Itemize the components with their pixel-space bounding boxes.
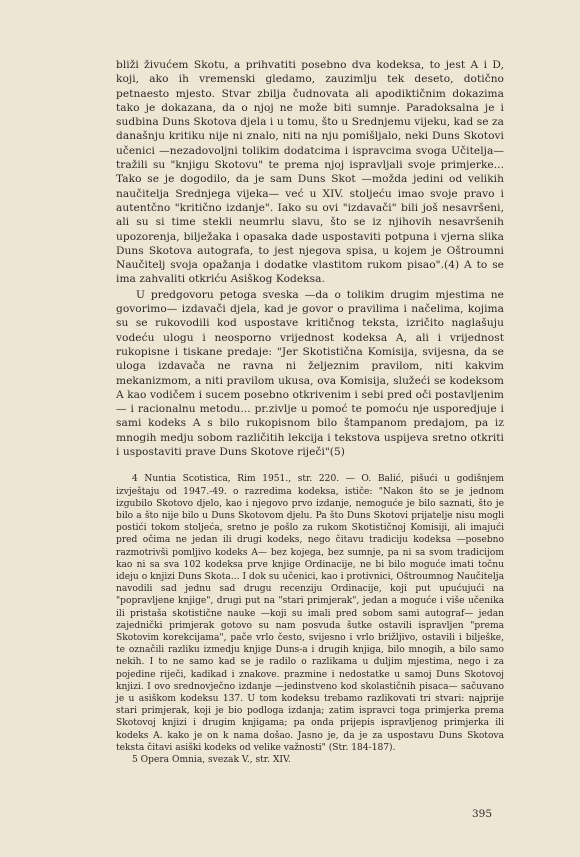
main-text	[116, 58, 504, 459]
footnotes	[116, 473, 504, 766]
paragraph-2: U predgovoru petoga sveska —da o tolikim drugim mjestima ne govorimo— izdavači djela, kad je govor o pravilima i načelima, kojima su se rukovodili kod uspostave kritičnog teksta, izričito naglašuju vodeću ulogu i neosporno vrijednost kodeksa A, ali i vrijednost rukopisne i tiskane predaje: "Jer Skotistična Komisija, svijesna, da se uloga izdavača ne ravna ni željeznim pravilom, niti kakvim mekanizmom, a niti pravilom ukusa, ova Komisija, služeći se kodeksom A kao vodičem i sucem posebno otkrivenim i sebi pred oči postavljenim — i racionalnu metodu... pr.zivlje u pomoć te pomoću nje usporedjuje i sami kodeks A s bilo rukopisnom bilo štampanom predajom, pa iz mnogih medju sobom različitih lekcija i tekstova uspijeva sretno otkriti i uspostaviti prave Duns Skotove riječi"(5)	[116, 288, 504, 459]
footnote-4: 4 Nuntia Scotistica, Rim 1951., str. 220. — O. Balić, pišući u godišnjem izvještaju od 1947.-49. o razredima kodeksa, ističe: "Nakon što se je jednom izgubilo Skotovo djelo, kao i njegovo prvo izdanje, nemoguće je bilo saznati, što je bilo a što nije bilo u Duns Skotovom djelu. Pa što Duns Skotovi prijatelje nisu mogli postići tokom stoljeća, sretno je pošlo za rukom Skotističnoj Komisiji, ali imajući pred očima ne jedan ili drugi kodeks, nego čitavu tradiciju kodeksa —posebno razmotrivši pomljivo kodeks A— bez kojega, bez sumnje, pa ni sa svom tradicijom kao ni sa sva 102 kodeksa prve knjige Ordinacije, ne bi bilo moguće imati točnu ideju o knjizi Duns Skota... I dok su učenici, kao i protivnici, Oštroumnog Naučitelja navodili sad jednu sad drugu recenziju Ordinacije, koji put upućujući na "popravljene knjige", drugi put na "stari primjerak", jedan a moguće i više učenika ili pristaša skotistične nauke —koji su imali pred sobom sami autograf— jedan zajednički primjerak gotovo su nam posvuda šutke ostavili ispravljen "prema Skotovim korekcijama", pače vrlo često, svijesno i vrlo brižljivo, ostavili i bilješke, te označili razliku izmedju knjige Duns-a i drugih knjiga, bilo mnogih, a bilo samo nekih. I to ne samo kad se je radilo o razlikama u duljim mjestima, nego i za pojedine riječi, kadikad i znakove. prazmine i nedostatke u samoj Duns Skotovoj knjizi. I ovo srednovječno izdanje —jedinstveno kod skolastičnih pisaca— sačuvano je u asiškom kodeksu 137. U tom kodeksu trebamo razlikovati tri stvari: najprije stari primjerak, koji je bio podloga izdanja; zatim ispravci toga primjerka prema Skotovoj knjizi i drugim knjigama; pa onda prijepis ispravljenog primjerka ili kodeks A. kako je on k nama došao. Jasno je, da je za uspostavu Duns Skotova teksta čitavi asiški kodeks od velike važnosti" (Str. 184-187).	[116, 474, 504, 753]
paragraph-1: bliži živućem Skotu, a prihvatiti posebno dva kodeksa, to jest A i D, koji, ako ih vremenski gledamo, zauzimlju tek deseto, dotično petnaesto mjesto. Stvar zbilja čudnovata ali apodiktičnim dokazima tako je dokazana, da o njoj ne može biti sumnje. Paradoksalna je i sudbina Duns Skotova djela i u tomu, što u Srednjemu vijeku, kad se za današnju kritiku nije ni znalo, niti na nju pomišljalo, neki Duns Skotovi učenici —nezadovoljni tolikim dodatcima i ispravcima svoga Učitelja— tražili su "knjigu Skotovu" te prema njoj ispravljali svoje primjerke... Tako se je dogodilo, da je sam Duns Skot —možda jedini od velikih naučitelja Srednjega vijeka— već u XIV. stoljeću imao svoje pravo i autentčno "kritično izdanje". Iako su ovi "izdavači" bili još nesavršeni, ali su si time stekli neumrlu slavu, što se iz njihovih nesavršenih upozorenja, bilježaka i opasaka dade uspostaviti potpuna i vjerna slika Duns Skotova autografa, to jest njegova spisa, u kojem je Oštroumni Naučitelj svoja opažanja i dodatke vlastitom rukom pisao".(4) A to se ima zahvaliti otkriću Asiškog Kodeksa.	[116, 59, 504, 286]
page-number: 395	[471, 808, 492, 820]
footnote-5: 5 Opera Omnia, svezak V., str. XIV.	[132, 754, 291, 765]
